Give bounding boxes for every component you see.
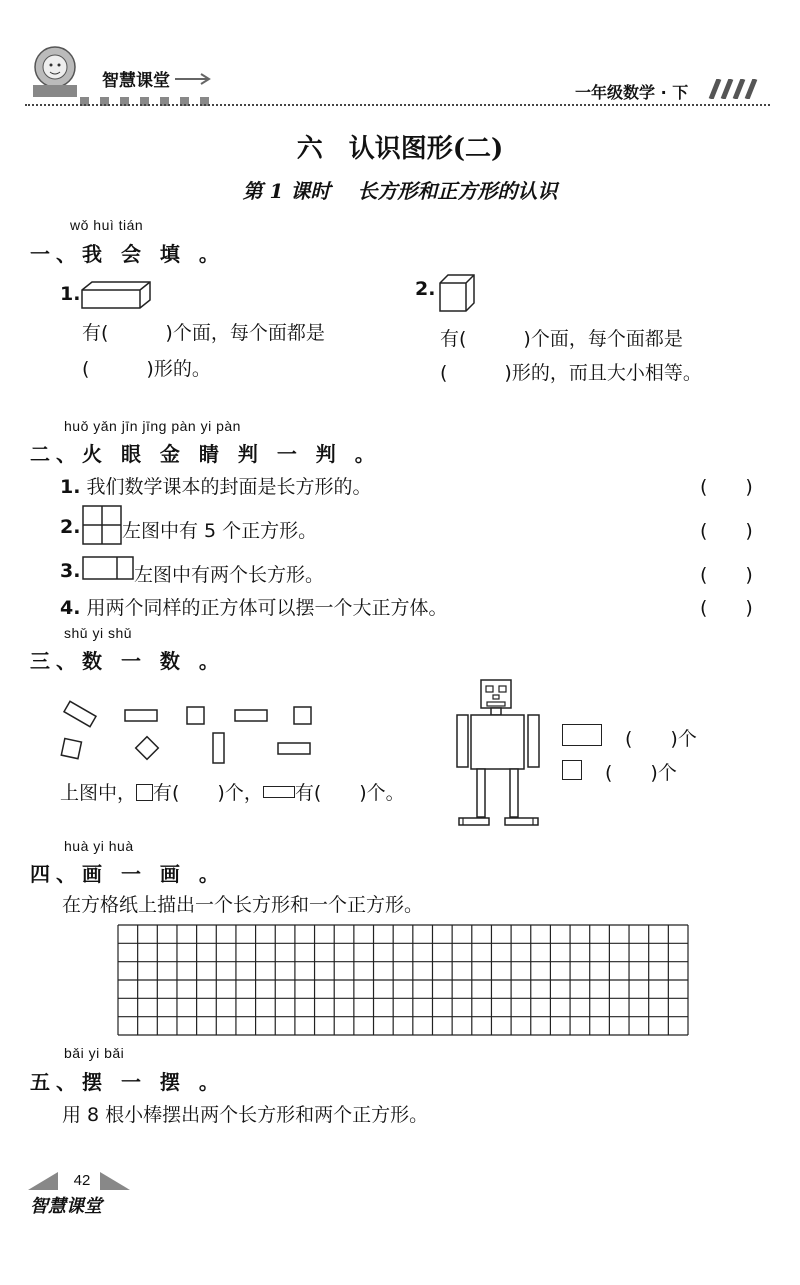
count-line-a: 上图中，: [60, 782, 137, 804]
judge-item-1: [60, 472, 372, 499]
judge-paren-3[interactable]: ( ): [700, 564, 753, 586]
q1-number: 1.: [60, 283, 81, 305]
count-line: [60, 778, 405, 805]
section1-pinyin: wǒ huì tián: [70, 217, 144, 233]
legend-rect-icon: [562, 724, 602, 746]
four-square-figure: [82, 505, 122, 549]
header-subject: 一年级数学 · 下: [575, 83, 689, 102]
cube-figure: [438, 273, 476, 317]
grid-paper[interactable]: [117, 924, 689, 1040]
judge-item-4: [60, 593, 448, 620]
section2-pinyin: huǒ yǎn jīn jīng pàn yi pàn: [64, 418, 241, 434]
chapter-title: 六 认识图形(二): [296, 134, 504, 164]
count-rect-answer[interactable]: ( )个: [625, 728, 697, 750]
split-rect-figure: [82, 556, 134, 584]
cuboid-figure: [80, 280, 155, 314]
judge-text-4: 用两个同样的正方体可以摆一个大正方体。: [86, 597, 448, 619]
section4-text: 在方格纸上描出一个长方形和一个正方形。: [62, 894, 424, 916]
scattered-shapes-figure: [55, 700, 325, 774]
section1-title: 一、我 会 填 。: [30, 242, 225, 266]
section3-pinyin: shǔ yi shǔ: [64, 625, 133, 641]
q1-line2: ( )形的。: [82, 358, 211, 380]
judge-num-4: 4.: [60, 597, 81, 619]
count-line-c: 有( )个。: [294, 782, 405, 804]
header-stripes: [705, 79, 765, 103]
judge-text-3: 左图中有两个长方形。: [134, 564, 325, 586]
judge-text-1: 我们数学课本的封面是长方形的。: [86, 476, 372, 498]
small-square-icon: [136, 784, 153, 801]
section4-title: 四、画 一 画 。: [30, 862, 225, 886]
section2-title: 二、火 眼 金 睛 判 一 判 。: [30, 442, 381, 466]
judge-text-2: 左图中有 5 个正方形。: [122, 520, 318, 542]
judge-paren-1[interactable]: ( ): [700, 476, 753, 498]
header-logo: [25, 45, 85, 100]
judge-paren-4[interactable]: ( ): [700, 597, 753, 619]
q2-line2: ( )形的，而且大小相等。: [440, 362, 702, 384]
header-divider: [25, 104, 770, 106]
judge-num-3: 3.: [60, 560, 81, 582]
small-rect-icon: [263, 786, 295, 798]
legend-square-icon: [562, 760, 582, 780]
page-number: 42: [73, 1172, 91, 1189]
q2-number: 2.: [415, 278, 436, 300]
judge-num-2: 2.: [60, 516, 81, 538]
section5-title: 五、摆 一 摆 。: [30, 1070, 225, 1094]
count-line-b: 有( )个，: [153, 782, 263, 804]
section5-pinyin: bǎi yi bǎi: [64, 1045, 125, 1061]
section5-text: 用 8 根小棒摆出两个长方形和两个正方形。: [62, 1104, 429, 1126]
robot-figure: [455, 678, 545, 834]
q1-line1: 有( )个面，每个面都是: [82, 322, 325, 344]
count-square-answer[interactable]: ( )个: [605, 762, 677, 784]
lesson-subtitle: 第 1 课时 长方形和正方形的认识: [242, 179, 558, 203]
judge-num-1: 1.: [60, 476, 81, 498]
header-arrow-icon: [175, 70, 215, 89]
header-brand: 智慧课堂: [102, 71, 170, 91]
judge-paren-2[interactable]: ( ): [700, 520, 753, 542]
section4-pinyin: huà yi huà: [64, 838, 134, 854]
section3-title: 三、数 一 数 。: [30, 649, 225, 673]
header-dots: [80, 91, 210, 100]
q2-line1: 有( )个面，每个面都是: [440, 328, 683, 350]
footer-brand: 智慧课堂: [30, 1196, 102, 1217]
